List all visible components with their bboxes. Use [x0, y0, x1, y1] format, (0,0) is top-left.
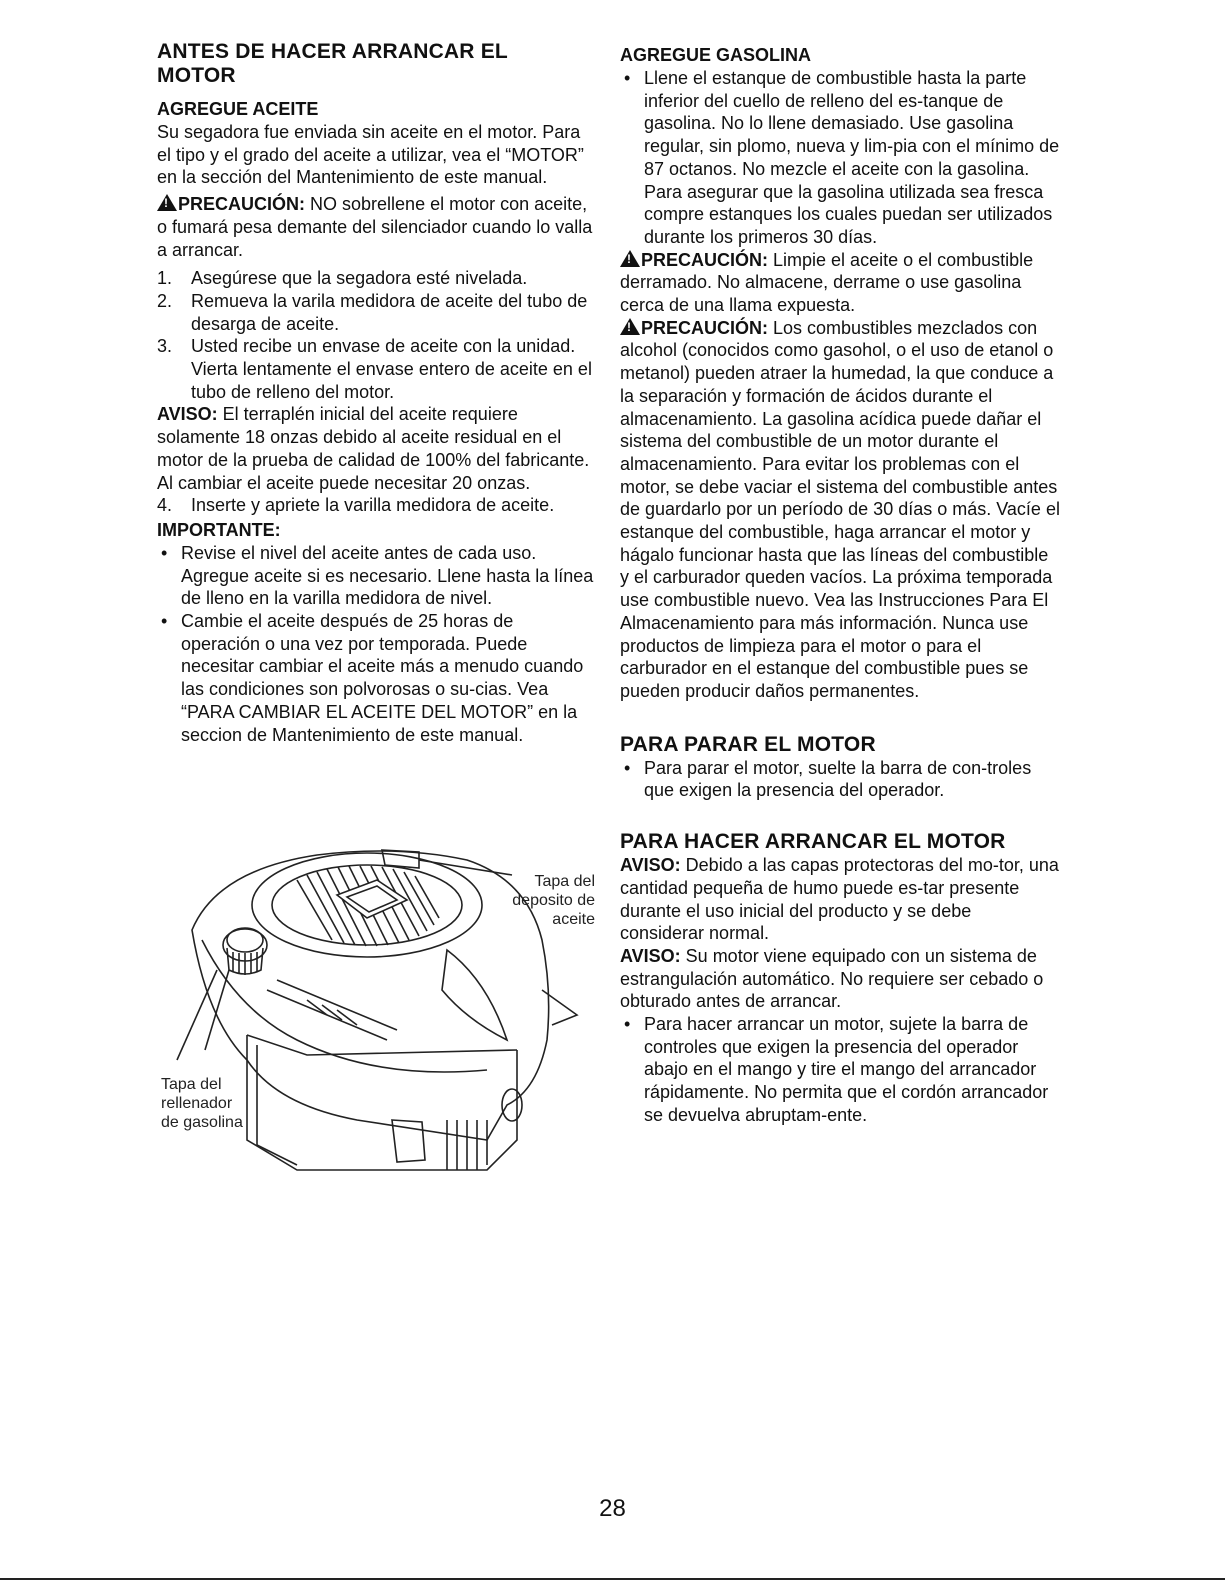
oil-caution	[157, 193, 597, 261]
aviso-label: AVISO:	[620, 945, 681, 966]
aviso-text: Su motor viene equipado con un sistema de estrangulación automático. No requiere ser cebado o obturado antes de arrancar.	[620, 945, 1044, 1012]
step-number: 1.	[157, 268, 173, 289]
bullet-icon: •	[161, 542, 168, 563]
section-title-before-start: ANTES DE HACER ARRANCAR EL MOTOR	[157, 40, 508, 87]
callout-oil-cap: Tapa del deposito de aceite	[512, 873, 595, 928]
list-item	[157, 542, 597, 610]
aviso-label: AVISO:	[157, 404, 218, 425]
engine-illustration	[157, 840, 597, 1180]
step-text: Inserte y apriete la varilla medidora de aceite.	[191, 495, 555, 516]
caution-label: PRECAUCIÓN:	[641, 249, 769, 270]
oil-aviso	[157, 403, 597, 494]
list-item	[157, 290, 597, 335]
step-number: 2.	[157, 290, 173, 311]
caution-label: PRECAUCIÓN:	[641, 317, 769, 338]
list-item	[157, 610, 597, 746]
step-number: 3.	[157, 336, 173, 357]
left-column	[157, 40, 597, 746]
step-text: Usted recibe un envase de aceite con la unidad. Vierta lentamente el envase entero de aceite en el tubo de relleno del motor.	[191, 336, 592, 402]
step-text: Remueva la varila medidora de aceite del tubo de desarga de aceite.	[191, 290, 588, 334]
bullet-icon: •	[624, 1014, 631, 1035]
list-item	[157, 267, 597, 290]
oil-steps-list	[157, 267, 597, 403]
page-bottom-edge	[0, 1578, 1225, 1580]
page-number: 28	[599, 1495, 626, 1522]
warning-triangle-icon	[620, 318, 640, 335]
bullet-icon: •	[624, 68, 631, 88]
caution-label: PRECAUCIÓN:	[178, 194, 306, 215]
subtitle-add-gas: AGREGUE GASOLINA	[620, 45, 812, 65]
list-item	[620, 1013, 1060, 1127]
bullet-icon: •	[161, 611, 168, 632]
list-item	[620, 757, 1060, 802]
bullet-text: Llene el estanque de combustible hasta la parte inferior del cuello de relleno del es-tanque de gasolina. No lo llene demasiado. Use gasolina regular, sin plomo, nueva y lim-pia con el mínimo de 87 octanos. No mezcle el aceite con la gasolina. Para asegurar que la gasolina utilizada sea fresca compre estanques los cuales puedan ser utilizados durante los primeros 30 días.	[644, 68, 1060, 247]
subtitle-add-oil: AGREGUE ACEITE	[157, 99, 319, 119]
bullet-text: Para parar el motor, suelte la barra de con-troles que exigen la presencia del operador.	[644, 757, 1032, 801]
aviso-text: Debido a las capas protectoras del mo-tor, una cantidad pequeña de humo puede es-tar presente durante el uso inicial del producto y se debe considerar normal.	[620, 855, 1059, 944]
list-item	[157, 335, 597, 403]
callout-fuel-cap: Tapa del rellenador de gasolina	[161, 1076, 243, 1131]
gas-caution-1	[620, 249, 1060, 317]
warning-triangle-icon	[620, 250, 640, 267]
caution-text: Los combustibles mezclados con alcohol (conocidos como gasohol, o el uso de etanol o metanol) pueden atraer la humedad, la que conduce a la separación y formación de ácidos durante el almacenamiento. La gasolina acídica puede dañar el sistema del combustible de un motor durante el almacenamiento. Para evitar los problemas con el motor, se debe vaciar el sistema del combustible antes de guardarlo por un período de 30 días o más. Vacíe el estanque del combustible, haga arrancar el motor y hágalo funcionar hasta que las líneas del combustible y el carburador queden vacíos. La próxima temporada use combustible nuevo. Vea las Instrucciones Para El Almacenamiento para más información. Nunca use productos de limpieza para el motor o para el carburador en el estanque del combustible pues se pueden producir daños permanentes.	[620, 317, 1060, 701]
list-item	[157, 494, 597, 517]
bullet-text: Cambie el aceite después de 25 horas de operación o una vez por temporada. Puede necesitar cambiar el aceite más a menudo cuando las condiciones son polvorosas o su-cias. Vea “PARA CAMBIAR EL ACEITE DEL MOTOR” en la seccion de Mantenimiento de este manual.	[181, 611, 584, 745]
bullet-text: Revise el nivel del aceite antes de cada uso. Agregue aceite si es necesario. Llene hasta la línea de lleno en la varilla medidora de nivel.	[181, 542, 594, 609]
caution-text: Limpie el aceite o el combustible derramado. No almacene, derrame o use gasolina cerca de una llama expuesta.	[620, 249, 1034, 316]
gas-caution-2	[620, 317, 1060, 703]
oil-intro-paragraph: Su segadora fue enviada sin aceite en el motor. Para el tipo y el grado del aceite a utilizar, vea el “MOTOR” en la sección del Mantenimiento de este manual.	[157, 122, 584, 188]
step-text: Asegúrese que la segadora esté nivelada.	[191, 268, 528, 289]
bullet-icon: •	[624, 757, 631, 778]
caution-text: NO sobrellene el motor con aceite, o fumará pesa demante del silenciador cuando lo valla a arrancar.	[157, 194, 593, 260]
section-title-start-engine: PARA HACER ARRANCAR EL MOTOR	[620, 830, 1006, 854]
start-aviso-1	[620, 854, 1060, 945]
importante-label: IMPORTANTE:	[157, 519, 281, 540]
bullet-text: Para hacer arrancar un motor, sujete la barra de controles que exigen la presencia del operador abajo en el mango y tire el mango del arrancador rápidamente. No permita que el cordón arrancador se devuelva abruptam-ente.	[644, 1014, 1049, 1125]
aviso-text: El terraplén inicial del aceite requiere solamente 18 onzas debido al aceite residual en el motor de la prueba de calidad de 100% del fabricante. Al cambiar el aceite puede necesitar 20 onzas.	[157, 404, 590, 493]
right-column	[620, 44, 1060, 1127]
start-aviso-2	[620, 945, 1060, 1013]
step-number: 4.	[157, 495, 173, 516]
aviso-label: AVISO:	[620, 855, 681, 876]
list-item	[620, 67, 1060, 249]
section-title-stop-engine: PARA PARAR EL MOTOR	[620, 732, 876, 756]
warning-triangle-icon	[157, 194, 177, 211]
